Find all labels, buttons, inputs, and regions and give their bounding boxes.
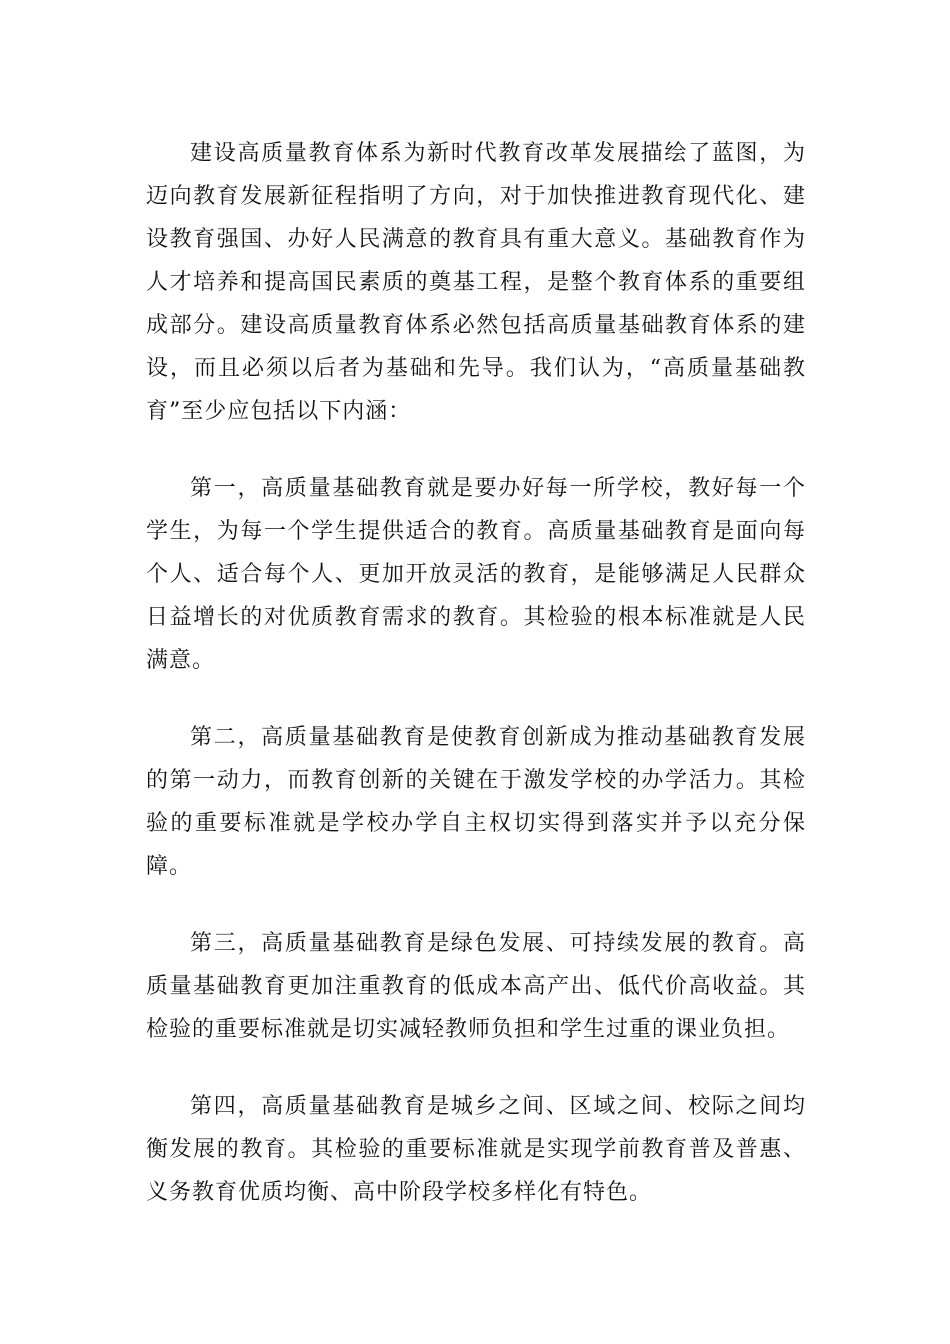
- intro-paragraph: 建设高质量教育体系为新时代教育改革发展描绘了蓝图，为迈向教育发展新征程指明了方向，对于加快推进教育现代化、建设教育强国、办好人民满意的教育具有重大意义。基础教育作为人才培养和提高国民素质的奠基工程，是整个教育体系的重要组成部分。建设高质量教育体系必然包括高质量基础教育体系的建设，而且必须以后者为基础和先导。我们认为，“高质量基础教育”至少应包括以下内涵：: [146, 141, 806, 424]
- point-four-paragraph: 第四，高质量基础教育是城乡之间、区域之间、校际之间均衡发展的教育。其检验的重要标准就是实现学前教育普及普惠、义务教育优质均衡、高中阶段学校多样化有特色。: [146, 1094, 806, 1205]
- point-one-paragraph: 第一，高质量基础教育就是要办好每一所学校，教好每一个学生，为每一个学生提供适合的教育。高质量基础教育是面向每个人、适合每个人、更加开放灵活的教育，是能够满足人民群众日益增长的对优质教育需求的教育。其检验的根本标准就是人民满意。: [146, 476, 806, 673]
- point-two-paragraph: 第二，高质量基础教育是使教育创新成为推动基础教育发展的第一动力，而教育创新的关键在于激发学校的办学活力。其检验的重要标准就是学校办学自主权切实得到落实并予以充分保障。: [146, 725, 806, 879]
- point-three-paragraph: 第三，高质量基础教育是绿色发展、可持续发展的教育。高质量基础教育更加注重教育的低成本高产出、低代价高收益。其检验的重要标准就是切实减轻教师负担和学生过重的课业负担。: [146, 931, 806, 1042]
- document-body: [146, 132, 806, 1248]
